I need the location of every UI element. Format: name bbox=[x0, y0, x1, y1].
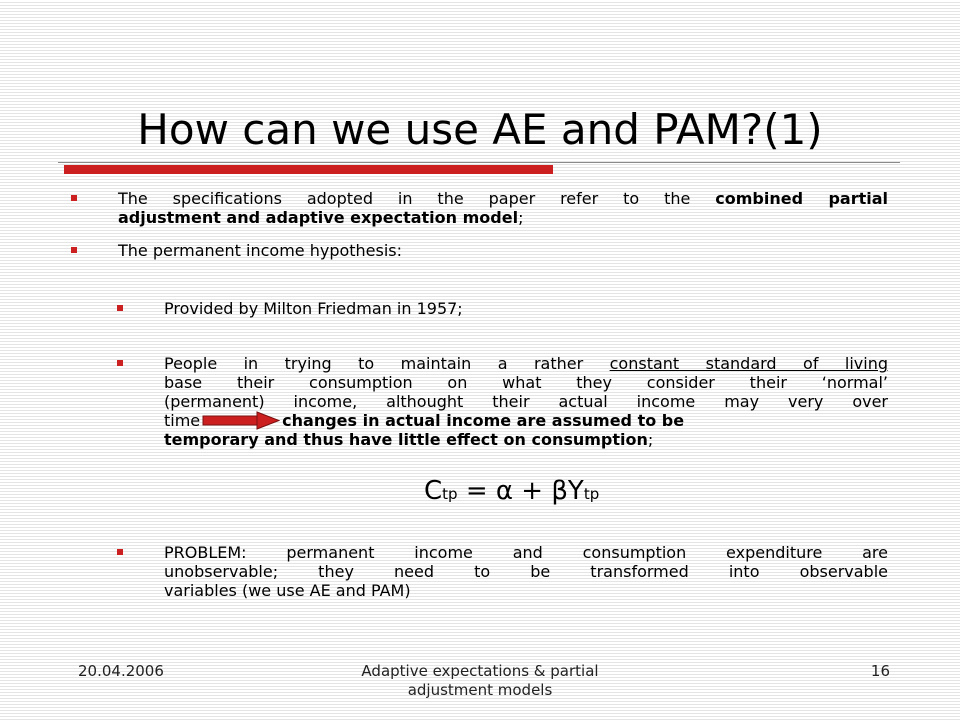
bullet-square-icon bbox=[117, 305, 123, 311]
text-run: ; bbox=[647, 430, 654, 449]
bullet-square-icon bbox=[117, 549, 123, 555]
bullet-square-icon bbox=[117, 360, 123, 366]
sub-bullet-people bbox=[164, 354, 888, 449]
bold-text: temporary and thus have little effect on consumption bbox=[164, 430, 648, 449]
underlined-text: constant standard of living bbox=[609, 354, 888, 373]
bold-text: combined partial bbox=[715, 189, 889, 208]
bullet-line: variables (we use AE and PAM) bbox=[164, 581, 411, 600]
sub-bullet-friedman bbox=[164, 299, 888, 318]
formula-subscript: tp bbox=[583, 485, 600, 503]
bullet-line bbox=[164, 354, 888, 373]
bullet-line: (permanent) income, althought their actual income may very over bbox=[164, 392, 888, 411]
bullet-line: PROBLEM: permanent income and consumption expenditure are bbox=[164, 543, 888, 562]
bullet-line: The permanent income hypothesis: bbox=[118, 241, 403, 260]
bullet-line: Provided by Milton Friedman in 1957; bbox=[164, 299, 463, 318]
bullet-line bbox=[164, 430, 888, 449]
footer-date: 20.04.2006 bbox=[78, 662, 164, 680]
title-divider bbox=[58, 162, 900, 163]
text-run: The specifications adopted in the paper refer to the bbox=[118, 189, 716, 208]
bullet-line bbox=[164, 411, 888, 430]
slide-title: How can we use AE and PAM?(1) bbox=[137, 105, 823, 154]
bullet-specifications bbox=[118, 189, 888, 227]
bullet-square-icon bbox=[71, 247, 77, 253]
bold-text: adjustment and adaptive expectation model bbox=[118, 208, 519, 227]
bullet-square-icon bbox=[71, 195, 77, 201]
arrow-right-icon bbox=[202, 411, 280, 430]
bullet-line bbox=[118, 208, 888, 227]
text-run: People in trying to maintain a rather bbox=[164, 354, 610, 373]
footer-page-number: 16 bbox=[870, 662, 890, 680]
formula-subscript: tp bbox=[442, 485, 458, 503]
bullet-line: unobservable; they need to be transformed into observable bbox=[164, 562, 888, 581]
bullet-line bbox=[118, 189, 888, 208]
formula-c: C bbox=[424, 476, 443, 506]
bullet-permanent-income bbox=[118, 241, 888, 260]
footer-title bbox=[330, 662, 630, 700]
text-run: time bbox=[164, 411, 201, 430]
bullet-line: base their consumption on what they consider their ‘normal’ bbox=[164, 373, 888, 392]
bold-text: changes in actual income are assumed to be bbox=[282, 411, 685, 430]
text-run: ; bbox=[518, 208, 524, 227]
consumption-formula bbox=[424, 474, 599, 511]
sub-bullet-problem bbox=[164, 543, 888, 600]
footer-title-line: adjustment models bbox=[407, 681, 553, 699]
title-accent-bar bbox=[64, 165, 553, 174]
formula-rhs: = α + βY bbox=[457, 476, 584, 506]
footer-title-line: Adaptive expectations & partial bbox=[361, 662, 599, 680]
